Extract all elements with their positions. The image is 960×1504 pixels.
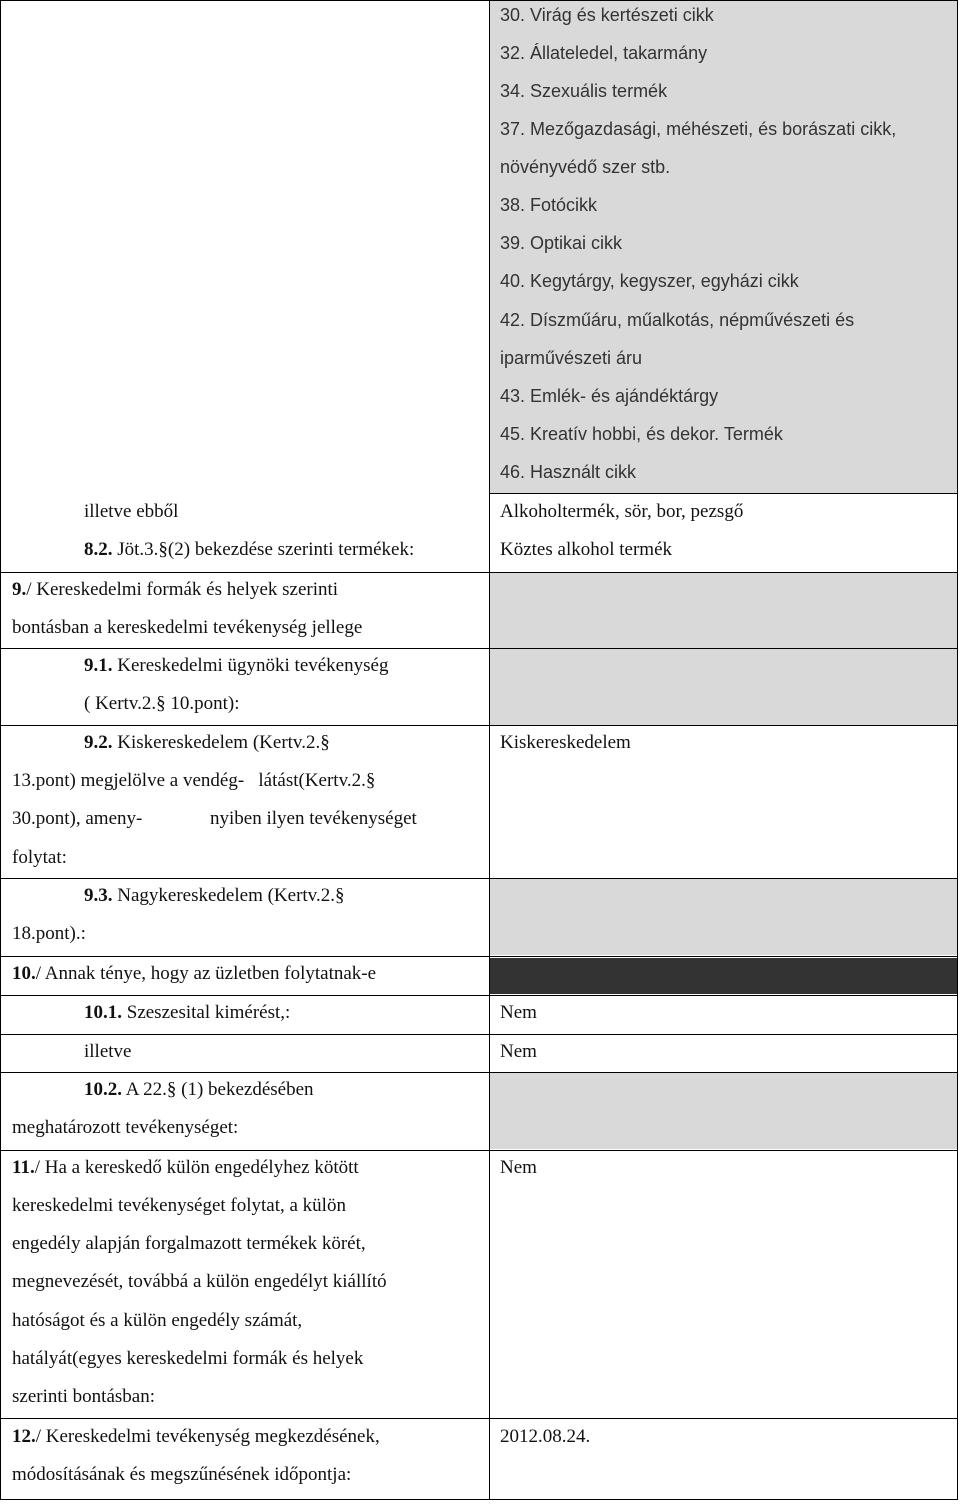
- row-8-2-number: 8.2.: [84, 539, 113, 560]
- goods-list-item: 45. Kreatív hobbi, és dekor. Termék: [500, 424, 783, 444]
- row-10-number: 10.: [12, 963, 36, 984]
- row-8-2-label: [84, 538, 414, 562]
- row-9-2-label-line-3a: 30.pont), ameny-: [12, 808, 143, 829]
- row-9-2-value: Kiskereskedelem: [500, 732, 631, 753]
- rule-row-10: [0, 956, 958, 957]
- row-9-text: / Kereskedelmi formák és helyek szerinti: [26, 579, 339, 600]
- row-9-1-label: [84, 654, 388, 678]
- goods-list-item: 30. Virág és kertészeti cikk: [500, 5, 714, 25]
- row-10-2-label-line-2: meghatározott tevékenységet:: [12, 1117, 239, 1138]
- rule-row-9: [0, 572, 958, 573]
- row-11-label-line: hatályát(egyes kereskedelmi formák és helyek: [12, 1348, 364, 1369]
- row-10-label: [12, 962, 376, 986]
- row-11-number: 11.: [12, 1157, 35, 1178]
- goods-list-item: 42. Díszműáru, műalkotás, népművészeti és: [500, 310, 855, 330]
- row-9-2-label: [84, 731, 330, 755]
- row-9-2-text: Kiskereskedelem (Kertv.2.§: [112, 732, 330, 753]
- row-9-2-label-line-2: 13.pont) megjelölve a vendég- látást(Kertv.2.§: [12, 770, 376, 791]
- row-9-1-number: 9.1.: [84, 655, 113, 676]
- rule-goods-end: [489, 493, 958, 494]
- rule-row-12: [0, 1418, 958, 1419]
- row-11-label-line: megnevezését, továbbá a külön engedélyt kiállító: [12, 1271, 387, 1292]
- rule-row-9-3: [0, 878, 958, 879]
- rule-row-11: [0, 1150, 958, 1151]
- goods-list-item: 39. Optikai cikk: [500, 233, 623, 253]
- rule-row-10-illetve: [0, 1034, 958, 1035]
- row-9-2-label-line-4: folytat:: [12, 847, 67, 868]
- row-11-label-line: kereskedelmi tevékenységet folytat, a külön: [12, 1195, 346, 1216]
- row-9-2-label-line-3b: nyiben ilyen tevékenységet: [210, 808, 417, 829]
- row-10-1-label: [84, 1001, 290, 1025]
- row-12-label: [12, 1425, 380, 1449]
- row-9-1-label-line-2: ( Kertv.2.§ 10.pont):: [84, 693, 240, 714]
- goods-list-item: 46. Használt cikk: [500, 462, 637, 482]
- goods-list-item: növényvédő szer stb.: [500, 157, 671, 177]
- goods-list-item: 40. Kegytárgy, kegyszer, egyházi cikk: [500, 271, 799, 291]
- row-10-2-text: A 22.§ (1) bekezdésében: [122, 1079, 314, 1100]
- rule-row-9-2: [0, 725, 958, 726]
- row-10-1-number: 10.1.: [84, 1002, 122, 1023]
- row-11-label: [12, 1156, 359, 1180]
- row-8-2-value-2: Köztes alkohol termék: [500, 539, 673, 560]
- row-11-value: Nem: [500, 1157, 537, 1178]
- row-9-3-label: [84, 884, 344, 908]
- row-10-illetve-label: illetve: [84, 1041, 132, 1062]
- row-8-2-text: Jöt.3.§(2) bekezdése szerinti termékek:: [112, 539, 415, 560]
- rule-row-10-2: [0, 1072, 958, 1073]
- row-9-label: [12, 578, 338, 602]
- row-10-2-label: [84, 1078, 314, 1102]
- goods-list-item: 32. Állateledel, takarmány: [500, 43, 708, 63]
- row-12-text: / Kereskedelmi tevékenység megkezdésének,: [35, 1426, 380, 1447]
- row-10-1-value: Nem: [500, 1002, 537, 1023]
- row-9-number: 9.: [12, 579, 27, 600]
- row-10-text: / Annak ténye, hogy az üzletben folytatnak-e: [35, 963, 377, 984]
- goods-list-item: 38. Fotócikk: [500, 195, 598, 215]
- row-9-label-line-2: bontásban a kereskedelmi tevékenység jellege: [12, 617, 363, 638]
- row-10-illetve-value: Nem: [500, 1041, 537, 1062]
- row-9-3-text: Nagykereskedelem (Kertv.2.§: [112, 885, 345, 906]
- row-11-label-line: szerinti bontásban:: [12, 1386, 155, 1407]
- row-9-3-label-line-2: 18.pont).:: [12, 923, 86, 944]
- row-11-label-line: engedély alapján forgalmazott termékek körét,: [12, 1233, 366, 1254]
- rule-row-10-1: [0, 995, 958, 996]
- row-10-2-number: 10.2.: [84, 1079, 122, 1100]
- row-11-text: / Ha a kereskedő külön engedélyhez kötött: [34, 1157, 359, 1178]
- row-10-1-text: Szeszesital kimérést,:: [122, 1002, 291, 1023]
- row-12-value: 2012.08.24.: [500, 1426, 591, 1447]
- row-9-1-text: Kereskedelmi ügynöki tevékenység: [112, 655, 389, 676]
- row-9-2-number: 9.2.: [84, 732, 113, 753]
- row-9-3-number: 9.3.: [84, 885, 113, 906]
- goods-list-item: 37. Mezőgazdasági, méhészeti, és borászati cikk,: [500, 119, 897, 139]
- row-12-label-line-2: módosításának és megszűnésének időpontja:: [12, 1464, 352, 1485]
- row-11-label-line: hatóságot és a külön engedély számát,: [12, 1310, 303, 1331]
- goods-list-item: 43. Emlék- és ajándéktárgy: [500, 386, 719, 406]
- goods-list-item: iparművészeti áru: [500, 348, 643, 368]
- goods-list-item: 34. Szexuális termék: [500, 81, 668, 101]
- column-divider: [489, 0, 490, 1500]
- row-12-number: 12.: [12, 1426, 36, 1447]
- rule-row-9-1: [0, 648, 958, 649]
- row-8-2-label-illetve: illetve ebből: [84, 501, 179, 522]
- row-8-2-value-1: Alkoholtermék, sör, bor, pezsgő: [500, 501, 744, 522]
